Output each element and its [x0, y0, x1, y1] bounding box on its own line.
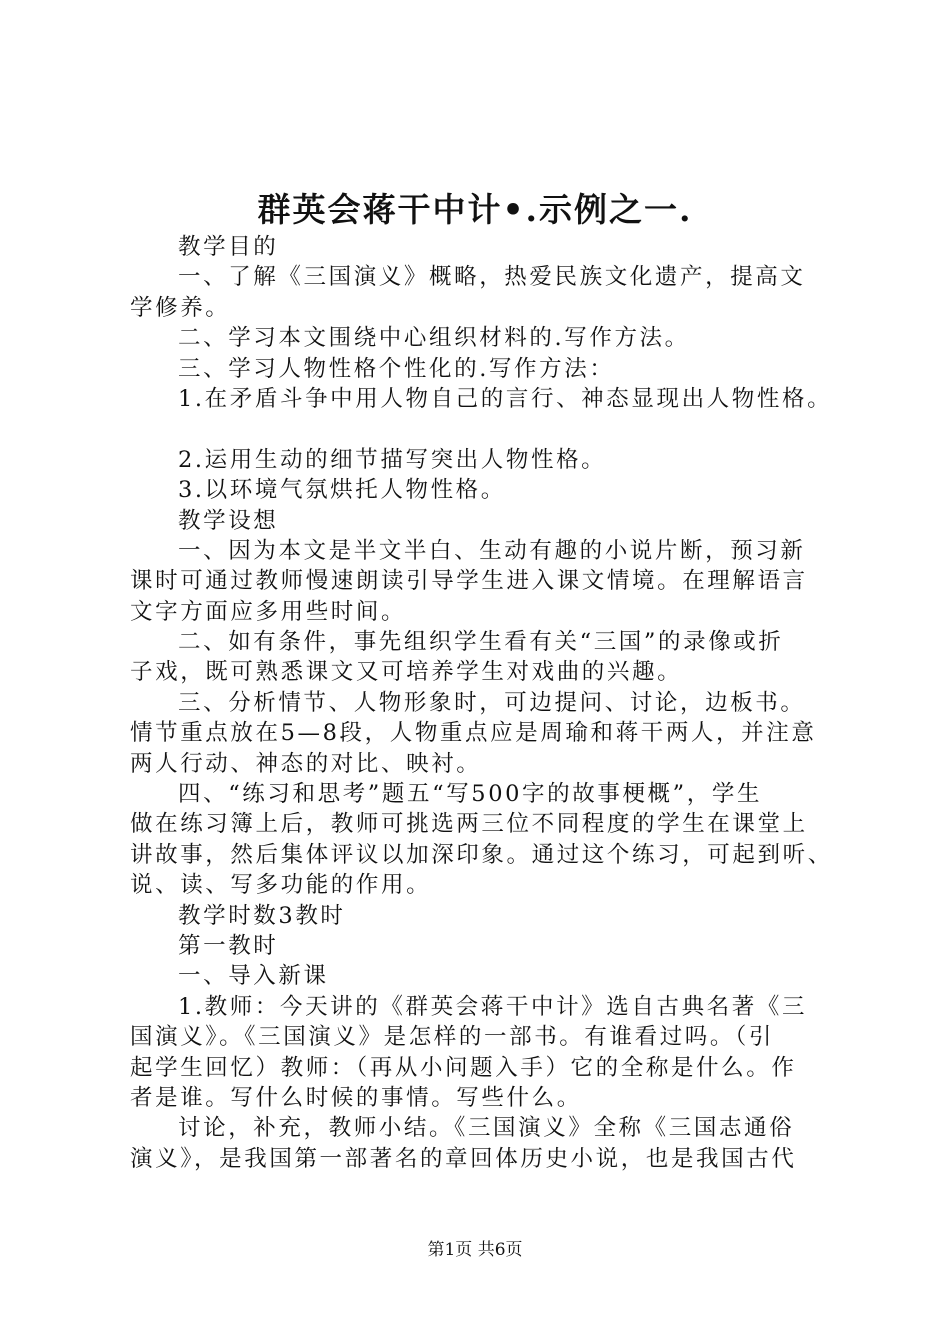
text-line: 2.运用生动的细节描写突出人物性格。 — [178, 446, 607, 473]
text-line: 一、导入新课 — [178, 963, 329, 990]
text-line: 两人行动、神态的对比、映衬。 — [130, 750, 482, 777]
text-line: 二、如有条件，事先组织学生看有关“三国”的录像或折 — [178, 629, 784, 656]
text-line: 讨论，补充，教师小结。《三国演义》全称《三国志通俗 — [178, 1115, 795, 1142]
text-line: 做在练习簿上后，教师可挑选两三位不同程度的学生在课堂上 — [130, 811, 808, 838]
text-line: 学修养。 — [130, 294, 231, 321]
text-line: 二、学习本文围绕中心组织材料的.写作方法。 — [178, 325, 690, 352]
text-line: 三、分析情节、人物形象时，可边提问、讨论，边板书。 — [178, 689, 806, 716]
text-line: 教学设想 — [178, 507, 279, 534]
text-line: 教学时数3教时 — [178, 902, 346, 929]
page-footer: 第1页 共6页 — [427, 1240, 523, 1260]
text-line: 起学生回忆）教师：（再从小问题入手）它的全称是什么。作 — [130, 1054, 797, 1081]
text-line: 三、学习人物性格个性化的.写作方法： — [178, 355, 615, 382]
text-line: 文字方面应多用些时间。 — [130, 598, 407, 625]
blank-line — [130, 414, 850, 444]
text-line: 情节重点放在5—8段，人物重点应是周瑜和蒋干两人，并注意 — [130, 720, 817, 747]
text-line: 1.在矛盾斗争中用人物自己的言行、神态显现出人物性格。 — [178, 385, 833, 412]
text-line: 演义》，是我国第一部著名的章回体历史小说，也是我国古代 — [130, 1145, 797, 1172]
text-line: 子戏，既可熟悉课文又可培养学生对戏曲的兴趣。 — [130, 659, 683, 686]
text-line: 一、因为本文是半文半白、生动有趣的小说片断，预习新 — [178, 537, 806, 564]
text-line: 第一教时 — [178, 932, 279, 959]
text-line: 国演义》。《三国演义》是怎样的一部书。有谁看过吗。（引 — [130, 1024, 774, 1051]
document-title: 群英会蒋干中计•.示例之一. — [257, 190, 693, 229]
text-line: 讲故事，然后集体评议以加深印象。通过这个练习，可起到听、 — [130, 841, 833, 868]
text-line: 3.以环境气氛烘托人物性格。 — [178, 477, 506, 504]
text-line: 说、读、写多功能的作用。 — [130, 872, 432, 899]
text-line: 教学目的 — [178, 234, 279, 260]
text-line: 一、了解《三国演义》概略，热爱民族文化遗产，提高文 — [178, 264, 806, 291]
document-body — [130, 232, 850, 1174]
text-line: 课时可通过教师慢速朗读引导学生进入课文情境。在理解语言 — [130, 568, 808, 595]
text-line: 四、“练习和思考”题五“写500字的故事梗概”，学生 — [178, 781, 763, 808]
text-line: 1.教师：今天讲的《群英会蒋干中计》选自古典名著《三 — [178, 993, 808, 1020]
text-line: 者是谁。写什么时候的事情。写些什么。 — [130, 1084, 582, 1111]
